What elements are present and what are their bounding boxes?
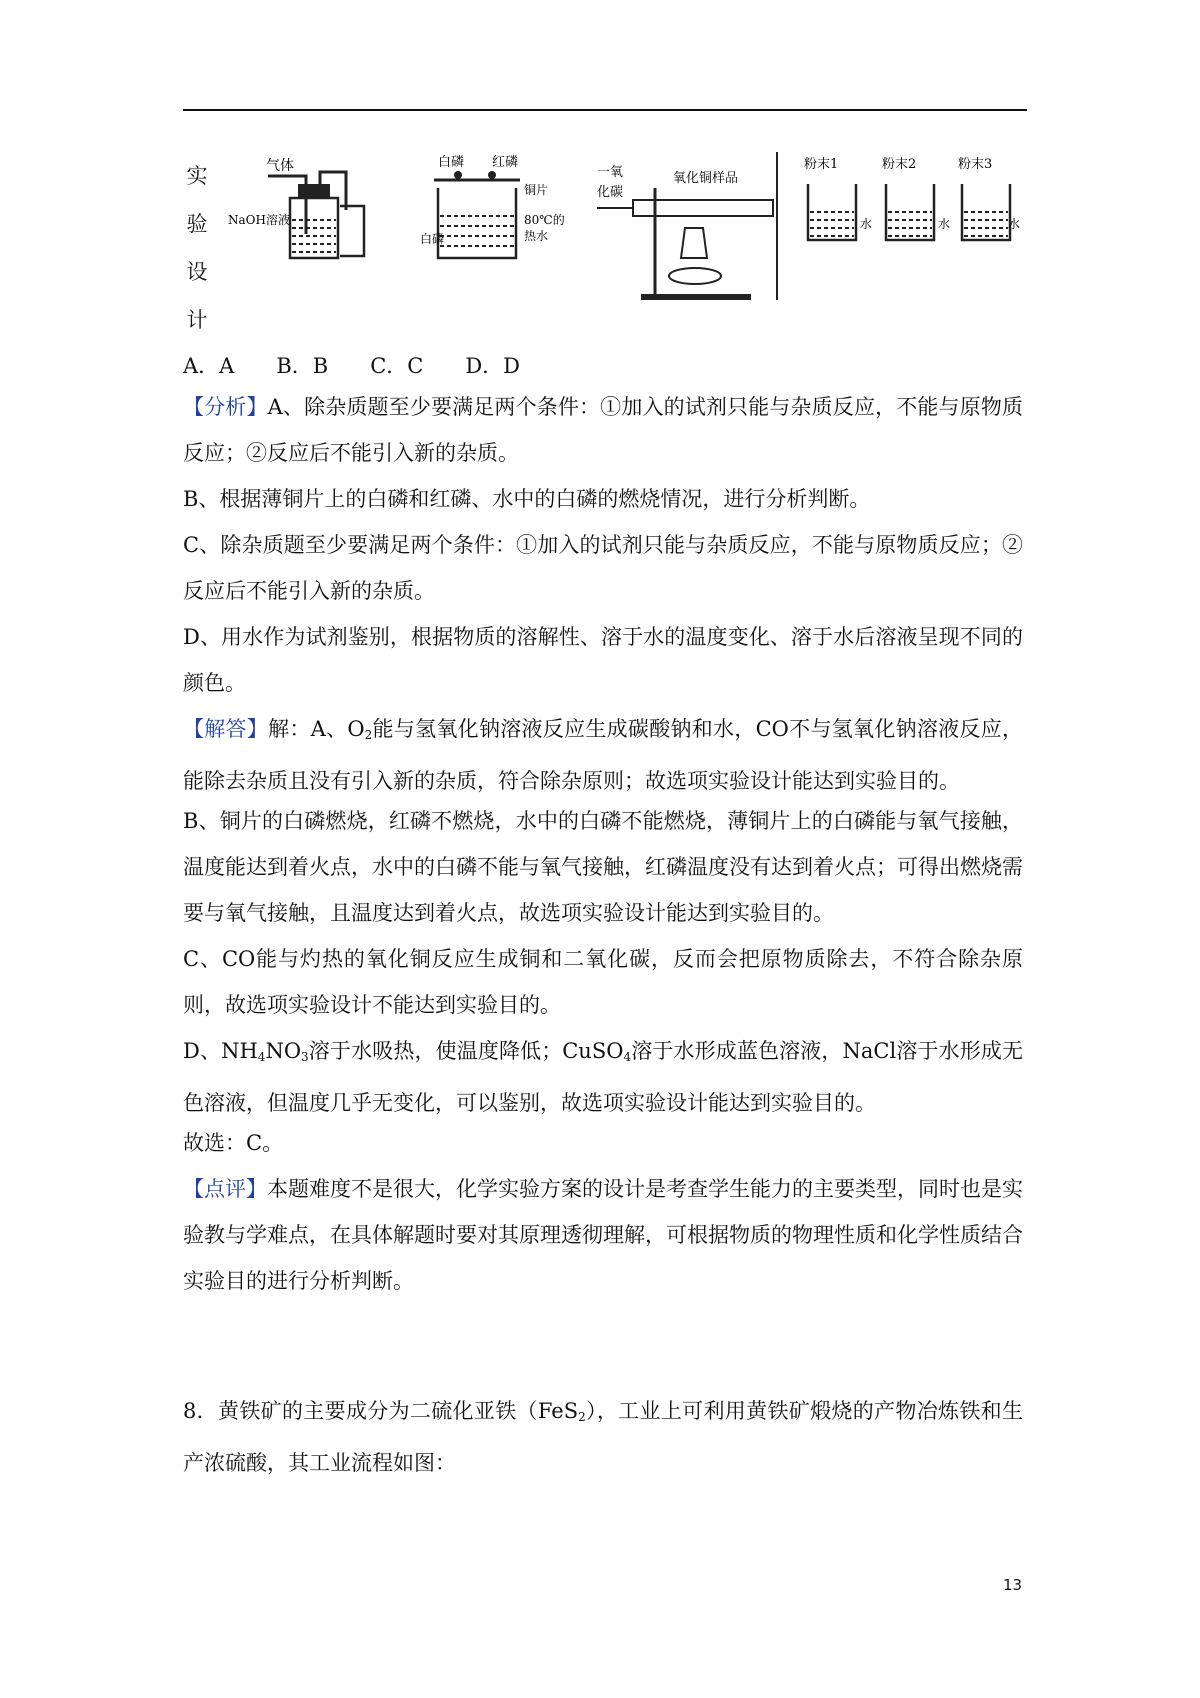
- answer-tag: 【解答】: [183, 717, 269, 741]
- analysis-a: [183, 384, 1023, 476]
- fig-d-water-1: 水: [860, 217, 873, 231]
- question-8-prefix: 8．黄铁矿的主要成分为二硫化亚铁（FeS: [183, 1399, 579, 1423]
- fig-b-water-label-1: 80℃的: [524, 213, 565, 227]
- fig-c-gas-label-1: 一氧: [597, 165, 624, 180]
- row-label-char: 设: [186, 260, 208, 284]
- answer-a: [183, 706, 1023, 804]
- comment-text: 本题难度不是很大，化学实验方案的设计是考查学生能力的主要类型，同时也是实验教与学难点，在具体解题时要对其原理透彻理解，可根据物质的物理性质和化学性质结合实验目的进行分析判断。: [183, 1177, 1023, 1293]
- answer-d-subscript-3: 4: [623, 1050, 632, 1064]
- answer-d-subscript-1: 4: [257, 1050, 266, 1064]
- fig-c-sample-label: 氧化铜样品: [673, 171, 739, 186]
- fig-d-water-2: 水: [938, 217, 951, 231]
- figure-b-combustion-conditions: [420, 148, 580, 278]
- fig-c-gas-label-2: 化碳: [597, 185, 624, 200]
- analysis-b: B、根据薄铜片上的白磷和红磷、水中的白磷的燃烧情况，进行分析判断。: [183, 487, 871, 511]
- answer-d-part-1: D、NH: [183, 1039, 258, 1063]
- header-rule: [183, 109, 1027, 111]
- answer-d: [183, 1028, 1023, 1126]
- analysis-tag: 【分析】: [183, 395, 268, 419]
- row-label-char: 验: [186, 212, 208, 236]
- question-8-subscript: 2: [578, 1410, 586, 1424]
- analysis-c: C、除杂质题至少要满足两个条件：①加入的试剂只能与杂质反应，不能与原物质反应；②反应后不能引入新的杂质。: [183, 533, 1023, 603]
- answer-d-part-2: NO: [265, 1039, 302, 1063]
- answer-d-subscript-2: 3: [301, 1050, 309, 1064]
- fig-b-copper-label: 铜片: [524, 183, 549, 197]
- fig-d-powder-2: 粉末2: [882, 157, 917, 172]
- comment: [183, 1166, 1023, 1304]
- analysis-d: D、用水作为试剂鉴别，根据物质的溶解性、溶于水的温度变化、溶于水后溶液呈现不同的颜色。: [183, 625, 1023, 695]
- figure-d-dissolution-beakers: [790, 148, 1020, 258]
- comment-tag: 【点评】: [183, 1177, 267, 1201]
- row-label-char: 计: [186, 308, 208, 332]
- question-8-text: ），工业上可利用黄铁矿煅烧的产物冶炼铁和生产浓硫酸，其工业流程如图：: [183, 1399, 1023, 1475]
- answer-choice: 故选：C。: [183, 1131, 284, 1155]
- fig-d-powder-3: 粉末3: [958, 157, 993, 172]
- fig-b-white-phosphorus-top: 白磷: [438, 155, 465, 170]
- answer-d-part-3: 溶于水吸热，使温度降低；CuSO: [308, 1039, 624, 1063]
- answer-c: C、CO能与灼热的氧化铜反应生成铜和二氧化碳，反而会把原物质除去，不符合除杂原则，故选项实验设计不能达到实验目的。: [183, 947, 1023, 1017]
- fig-a-solution-label: NaOH溶液: [228, 213, 290, 227]
- answer-a-subscript: 2: [364, 728, 373, 742]
- page-number: 13: [1003, 1576, 1023, 1594]
- figure-c-co-reduction-apparatus: [595, 148, 780, 308]
- fig-d-water-3: 水: [1008, 217, 1020, 231]
- answer-a-prefix: 解：A、O: [268, 717, 365, 741]
- options-line: A．A B．B C．C D．D: [183, 354, 521, 378]
- row-label-experiment-design: [183, 152, 211, 344]
- column-divider: [776, 152, 778, 300]
- answer-d-part-4: 溶于水形成蓝色溶液，NaCl溶于水形成无色溶液，但温度几乎无变化，可以鉴别，故选项实验设计能达到实验目的。: [183, 1039, 1023, 1115]
- fig-a-gas-label: 气体: [266, 158, 294, 174]
- fig-b-red-phosphorus: 红磷: [492, 155, 519, 170]
- question-8: [183, 1388, 1023, 1486]
- row-label-char: 实: [186, 164, 208, 188]
- analysis-a-text: A、除杂质题至少要满足两个条件：①加入的试剂只能与杂质反应，不能与原物质反应；②反应后不能引入新的杂质。: [183, 395, 1024, 465]
- figure-a-gas-washing-bottle: [228, 148, 408, 268]
- fig-b-water-label-2: 热水: [524, 229, 549, 243]
- answer-b: B、铜片的白磷燃烧，红磷不燃烧，水中的白磷不能燃烧，薄铜片上的白磷能与氧气接触，温度能达到着火点，水中的白磷不能与氧气接触，红磷温度没有达到着火点；可得出燃烧需要与氧气接触，且温度达到着火点，故选项实验设计能达到实验目的。: [183, 809, 1023, 925]
- fig-b-white-phosphorus-water: 白磷: [420, 232, 445, 246]
- fig-d-powder-1: 粉末1: [804, 157, 839, 172]
- answer-a-text: 能与氢氧化钠溶液反应生成碳酸钠和水，CO不与氢氧化钠溶液反应，能除去杂质且没有引入新的杂质，符合除杂原则；故选项实验设计能达到实验目的。: [183, 717, 1023, 793]
